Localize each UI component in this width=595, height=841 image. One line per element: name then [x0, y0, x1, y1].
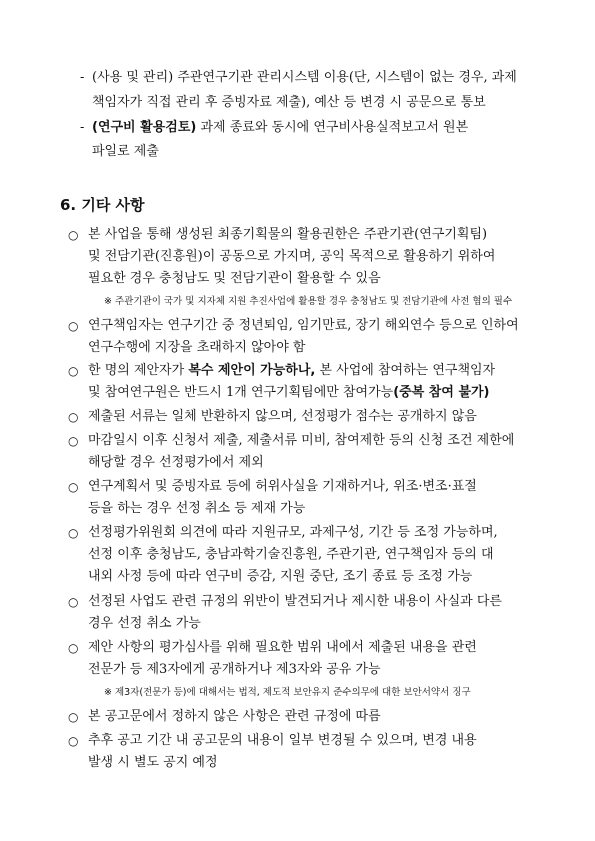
- item-9-line-1: 제안 사항의 평가심사를 위해 필요한 범위 내에서 제출된 내용을 관련: [88, 640, 477, 655]
- item-9-note: ※ 제3자(전문가 등)에 대해서는 법적, 제도적 보안유지 준수의무에 대한 보안서약서 징구: [104, 687, 471, 698]
- bullet-marker: ○: [68, 526, 79, 540]
- item-1-line-2: 및 전담기관(진흥원)이 공동으로 가지며, 공익 목적으로 활용하기 위하여: [88, 249, 496, 264]
- budget-item-2-line-2: 파일로 제출: [92, 144, 159, 159]
- item-10-line-1: 본 공고문에서 정하지 않은 사항은 관련 규정에 따름: [88, 709, 381, 724]
- item-6-line-1: 연구계획서 및 증빙자료 등에 허위사실을 기재하거나, 위조·변조·표절: [88, 479, 477, 494]
- item-2-line-1: 연구책임자는 연구기간 중 정년퇴임, 임기만료, 장기 해외연수 등으로 인하여: [88, 318, 519, 333]
- budget-item-1-line-2: 책임자가 직접 관리 후 증빙자료 제출), 예산 등 변경 시 공문으로 통보: [92, 95, 486, 110]
- item-3-line-1: [88, 363, 495, 379]
- bullet-marker: ○: [68, 595, 79, 609]
- section-title: 6. 기타 사항: [60, 196, 145, 214]
- budget-item-2-line-1: [92, 120, 468, 136]
- item-2-line-2: 연구수행에 지장을 초래하지 않아야 함: [88, 340, 306, 355]
- item-3-emphasis-2: (중복 참여 불가): [393, 385, 490, 400]
- item-5-line-2: 해당할 경우 선정평가에서 제외: [88, 455, 264, 470]
- dash-marker: -: [80, 70, 85, 85]
- bullet-marker: ○: [68, 710, 79, 724]
- item-3-text-a: 한 명의 제안자가: [88, 363, 189, 378]
- item-11-line-2: 발생 시 별도 공지 예정: [88, 755, 218, 770]
- item-3-emphasis: 복수 제안이 가능하나,: [188, 363, 316, 378]
- item-1-note: ※ 주관기관이 국가 및 지자체 지원 추진사업에 활용할 경우 충청남도 및 전담기관에 사전 협의 필수: [104, 296, 513, 307]
- item-6-line-2: 등을 하는 경우 선정 취소 등 제재 가능: [88, 501, 306, 516]
- item-8-line-1: 선정된 사업도 관련 규정의 위반이 발견되거나 제시한 내용이 사실과 다른: [88, 594, 502, 609]
- item-11-line-1: 추후 공고 기간 내 공고문의 내용이 일부 변경될 수 있으며, 변경 내용: [88, 733, 477, 748]
- item-4-line-1: 제출된 서류는 일체 반환하지 않으며, 선정평가 점수는 공개하지 않음: [88, 409, 477, 424]
- bullet-marker: ○: [68, 434, 79, 448]
- bullet-marker: ○: [68, 480, 79, 494]
- dash-marker: -: [80, 120, 85, 135]
- bullet-marker: ○: [68, 641, 79, 655]
- bullet-marker: ○: [68, 228, 79, 242]
- budget-item-1-line-1: (사용 및 관리) 주관연구기관 관리시스템 이용(단, 시스템이 없는 경우, 과제: [92, 70, 517, 85]
- bullet-marker: ○: [68, 364, 79, 378]
- item-1-line-1: 본 사업을 통해 생성된 최종기획물의 활용권한은 주관기관(연구기획팀): [88, 227, 488, 242]
- item-3-text-c: 본 사업에 참여하는 연구책임자: [315, 363, 496, 378]
- item-5-line-1: 마감일시 이후 신청서 제출, 제출서류 미비, 참여제한 등의 신청 조건 제한에: [88, 433, 515, 448]
- item-8-line-2: 경우 선정 취소 가능: [88, 616, 201, 631]
- bullet-marker: ○: [68, 734, 79, 748]
- item-1-line-3: 필요한 경우 충청남도 및 전담기관이 활용할 수 있음: [88, 271, 381, 286]
- budget-item-2-text: 과제 종료와 동시에 연구비사용실적보고서 원본: [196, 120, 469, 135]
- bullet-marker: ○: [68, 319, 79, 333]
- budget-item-2-label: (연구비 활용검토): [92, 120, 197, 135]
- item-9-line-2: 전문가 등 제3자에게 공개하거나 제3자와 공유 가능: [88, 662, 381, 677]
- item-3-text-d: 및 참여연구원은 반드시 1개 연구기획팀에만 참여가능: [88, 385, 394, 400]
- item-3-line-2: [88, 385, 490, 401]
- item-7-line-1: 선정평가위원회 의견에 따라 지원규모, 과제구성, 기간 등 조정 가능하며,: [88, 525, 498, 540]
- bullet-marker: ○: [68, 410, 79, 424]
- item-7-line-3: 내외 사정 등에 따라 연구비 증감, 지원 중단, 조기 종료 등 조정 가능: [88, 569, 473, 584]
- item-7-line-2: 선정 이후 충청남도, 충남과학기술진흥원, 주관기관, 연구책임자 등의 대: [88, 547, 494, 562]
